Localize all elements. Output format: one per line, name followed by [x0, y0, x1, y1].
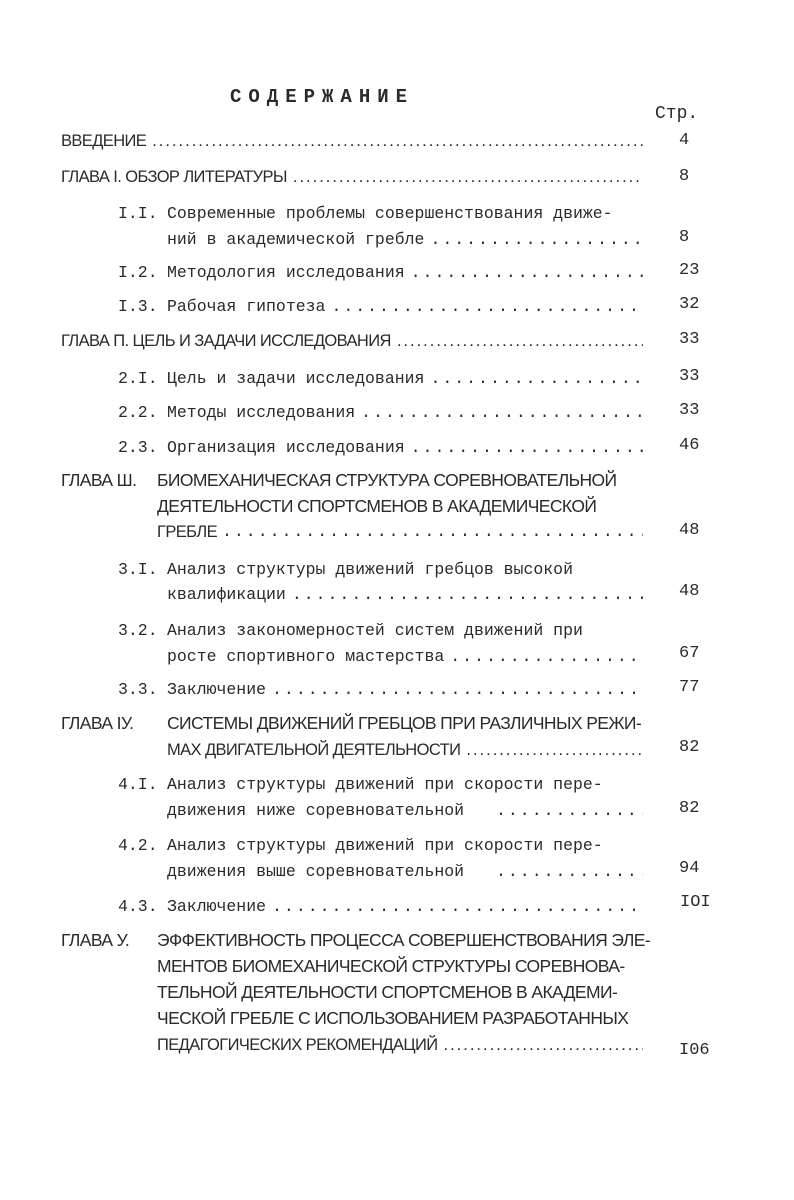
leader-dots	[331, 296, 643, 318]
toc-entry-line: ГРЕБЛЕ	[157, 523, 218, 541]
page-number: 48	[679, 582, 700, 601]
leader-dots	[496, 861, 643, 883]
leader-dots	[466, 739, 643, 761]
toc-entry-line: движения ниже соревновательной	[167, 801, 465, 820]
toc-entry-line: Современные проблемы совершенствования движе-	[167, 204, 613, 223]
page-number: 33	[679, 401, 700, 420]
toc-entry-label: Методы исследования	[167, 403, 356, 422]
toc-entry-section-3-1	[167, 584, 643, 606]
toc-entry-line: росте спортивного мастерства	[167, 647, 445, 666]
toc-section-number: I.3.	[118, 297, 158, 316]
toc-entry-section-2-2	[167, 402, 643, 424]
leader-dots	[496, 800, 643, 822]
toc-entry-section-4-2-leader	[490, 861, 643, 883]
toc-section-number: 4.2.	[118, 836, 158, 855]
leader-dots	[411, 262, 643, 284]
toc-entry-line: Анализ закономерностей систем движений при	[167, 621, 583, 640]
page-number: 4	[679, 131, 690, 150]
toc-entry-line: ЧЕСКОЙ ГРЕБЛЕ С ИСПОЛЬЗОВАНИЕМ РАЗРАБОТАННЫХ	[157, 1008, 629, 1028]
toc-entry-section-2-3	[167, 437, 643, 459]
toc-section-number: 2.I.	[118, 369, 158, 388]
page-number: 8	[679, 228, 690, 247]
page-title: СОДЕРЖАНИЕ	[230, 86, 415, 108]
page-number: 82	[679, 799, 700, 818]
toc-entry-section-1-3	[167, 296, 643, 318]
page-number: I06	[679, 1041, 710, 1060]
toc-entry-line: Анализ структуры движений при скорости пере-	[167, 836, 603, 855]
toc-chapter-prefix: ГЛАВА IУ.	[61, 713, 134, 733]
page-number: 82	[679, 738, 700, 757]
toc-entry-label: Методология исследования	[167, 263, 405, 282]
toc-entry-label: ВВЕДЕНИЕ	[61, 132, 147, 150]
page-number: 94	[679, 859, 700, 878]
toc-entry-line: ний в академической гребле	[167, 230, 425, 249]
toc-entry-chapter-5	[157, 1034, 643, 1056]
page-number: 8	[679, 167, 690, 186]
leader-dots	[222, 521, 643, 543]
toc-section-number: 2.3.	[118, 438, 158, 457]
toc-entry-line: ДЕЯТЕЛЬНОСТИ СПОРТСМЕНОВ В АКАДЕМИЧЕСКОЙ	[157, 496, 597, 516]
toc-entry-chapter-1	[61, 166, 643, 188]
page-column-label: Стр.	[655, 104, 699, 124]
toc-section-number: 4.3.	[118, 897, 158, 916]
leader-dots	[293, 166, 643, 188]
toc-entry-chapter-3-leader	[222, 521, 643, 543]
toc-section-number: I.2.	[118, 263, 158, 282]
toc-entry-line: ЭФФЕКТИВНОСТЬ ПРОЦЕССА СОВЕРШЕНСТВОВАНИЯ ЭЛЕ-	[157, 930, 651, 950]
toc-entry-label: Цель и задачи исследования	[167, 369, 425, 388]
toc-entry-label: ГЛАВА П. ЦЕЛЬ И ЗАДАЧИ ИССЛЕДОВАНИЯ	[61, 332, 391, 350]
leader-dots	[361, 402, 643, 424]
toc-entry-line: Анализ структуры движений при скорости пере-	[167, 775, 603, 794]
leader-dots	[450, 646, 643, 668]
toc-section-number: 2.2.	[118, 403, 158, 422]
toc-section-number: 3.2.	[118, 621, 158, 640]
toc-entry-chapter-2	[61, 330, 643, 352]
page-number: 23	[679, 261, 700, 280]
toc-entry-label: Заключение	[167, 680, 267, 699]
toc-entry-line: МАХ ДВИГАТЕЛЬНОЙ ДЕЯТЕЛЬНОСТИ	[167, 741, 461, 759]
toc-entry-line: СИСТЕМЫ ДВИЖЕНИЙ ГРЕБЦОВ ПРИ РАЗЛИЧНЫХ РЕЖИ-	[167, 713, 642, 733]
leader-dots	[444, 1034, 643, 1056]
toc-entry-section-4-1-leader	[490, 800, 643, 822]
toc-entry-line: квалификации	[167, 585, 286, 604]
toc-section-number: 3.I.	[118, 560, 158, 579]
page-number: 33	[679, 330, 700, 349]
toc-section-number: 3.3.	[118, 680, 158, 699]
leader-dots	[272, 679, 643, 701]
toc-entry-line: Анализ структуры движений гребцов высокой	[167, 560, 573, 579]
toc-entry-label: ГЛАВА I. ОБЗОР ЛИТЕРАТУРЫ	[61, 168, 287, 186]
toc-entry-intro	[61, 130, 643, 152]
page-number: 33	[679, 367, 700, 386]
toc-section-number: 4.I.	[118, 775, 158, 794]
toc-entry-section-3-2	[167, 646, 643, 668]
page-number: 77	[679, 678, 700, 697]
toc-chapter-prefix: ГЛАВА Ш.	[61, 470, 137, 490]
leader-dots	[430, 229, 643, 251]
toc-entry-section-1-1	[167, 229, 643, 251]
toc-entry-line: движения выше соревновательной	[167, 862, 465, 881]
toc-entry-line: ПЕДАГОГИЧЕСКИХ РЕКОМЕНДАЦИЙ	[157, 1036, 438, 1054]
toc-entry-section-4-3	[167, 896, 643, 918]
toc-section-number: I.I.	[118, 204, 158, 223]
toc-entry-label: Организация исследования	[167, 438, 405, 457]
page-number: 32	[679, 295, 700, 314]
leader-dots	[152, 130, 643, 152]
toc-entry-section-3-3	[167, 679, 643, 701]
leader-dots	[411, 437, 643, 459]
toc-entry-line: МЕНТОВ БИОМЕХАНИЧЕСКОЙ СТРУКТУРЫ СОРЕВНОВА-	[157, 956, 625, 976]
toc-entry-label: Рабочая гипотеза	[167, 297, 326, 316]
leader-dots	[272, 896, 643, 918]
leader-dots	[292, 584, 643, 606]
toc-entry-section-1-2	[167, 262, 643, 284]
page-number: 46	[679, 436, 700, 455]
toc-entry-label: Заключение	[167, 897, 267, 916]
toc-chapter-prefix: ГЛАВА У.	[61, 930, 130, 950]
toc-entry-section-2-1	[167, 368, 643, 390]
leader-dots	[397, 330, 643, 352]
page-number: IOI	[680, 893, 711, 912]
toc-entry-chapter-4	[167, 739, 643, 761]
leader-dots	[430, 368, 643, 390]
toc-entry-line: ТЕЛЬНОЙ ДЕЯТЕЛЬНОСТИ СПОРТСМЕНОВ В АКАДЕМИ-	[157, 982, 618, 1002]
page-number: 67	[679, 644, 700, 663]
toc-entry-line: БИОМЕХАНИЧЕСКАЯ СТРУКТУРА СОРЕВНОВАТЕЛЬНОЙ	[157, 470, 617, 490]
page-number: 48	[679, 521, 700, 540]
